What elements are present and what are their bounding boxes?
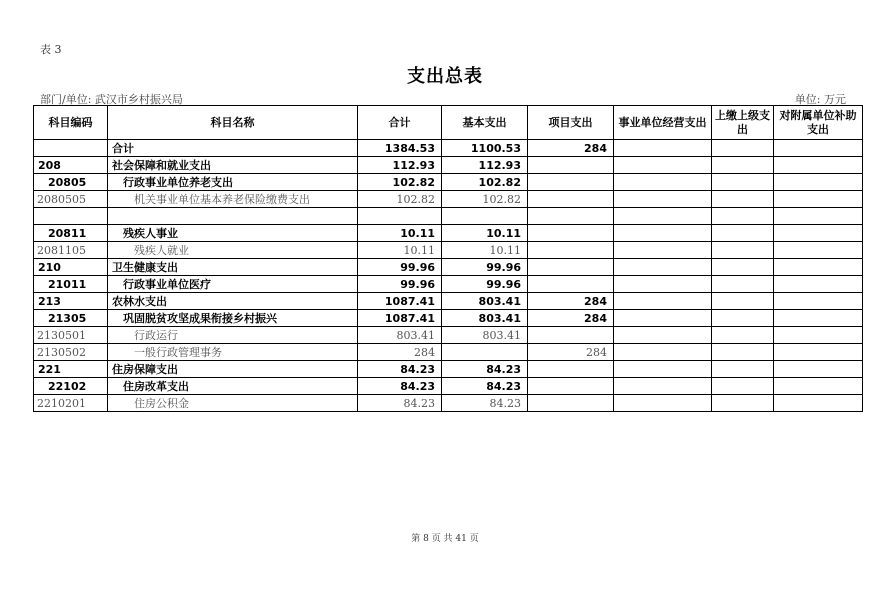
cell-code: 2130502 (34, 344, 108, 361)
cell-upper (712, 225, 774, 242)
cell-operating (614, 242, 712, 259)
cell-upper (712, 208, 774, 225)
cell-name: 行政事业单位医疗 (108, 276, 358, 293)
cell-upper (712, 310, 774, 327)
cell-upper (712, 276, 774, 293)
cell-name (108, 208, 358, 225)
cell-operating (614, 191, 712, 208)
cell-code: 221 (34, 361, 108, 378)
cell-code: 208 (34, 157, 108, 174)
column-header-operating: 事业单位经营支出 (614, 106, 712, 140)
unit-label: 单位: 万元 (794, 93, 846, 106)
cell-total (358, 208, 442, 225)
cell-code: 20805 (34, 174, 108, 191)
table-row (34, 140, 863, 157)
cell-operating (614, 344, 712, 361)
cell-subsidy (774, 293, 863, 310)
table-number-label: 表 3 (40, 43, 62, 56)
cell-subsidy (774, 208, 863, 225)
cell-code: 22102 (34, 378, 108, 395)
cell-basic: 1100.53 (442, 140, 528, 157)
cell-project (528, 395, 614, 412)
cell-upper (712, 378, 774, 395)
cell-name: 行政事业单位养老支出 (108, 174, 358, 191)
cell-code: 213 (34, 293, 108, 310)
cell-code: 2080505 (34, 191, 108, 208)
column-header-total: 合计 (358, 106, 442, 140)
cell-name: 巩固脱贫攻坚成果衔接乡村振兴 (108, 310, 358, 327)
cell-upper (712, 140, 774, 157)
cell-code: 21305 (34, 310, 108, 327)
cell-name: 残疾人事业 (108, 225, 358, 242)
cell-total: 803.41 (358, 327, 442, 344)
cell-basic (442, 344, 528, 361)
cell-name: 住房改革支出 (108, 378, 358, 395)
cell-operating (614, 327, 712, 344)
cell-code (34, 208, 108, 225)
table-row (34, 174, 863, 191)
cell-basic (442, 208, 528, 225)
cell-operating (614, 378, 712, 395)
cell-name: 卫生健康支出 (108, 259, 358, 276)
cell-basic: 84.23 (442, 395, 528, 412)
table-row (34, 378, 863, 395)
expenditure-summary-table (33, 105, 863, 412)
cell-name: 社会保障和就业支出 (108, 157, 358, 174)
cell-total: 10.11 (358, 225, 442, 242)
cell-project (528, 174, 614, 191)
cell-upper (712, 395, 774, 412)
cell-project (528, 276, 614, 293)
cell-subsidy (774, 259, 863, 276)
column-header-subsidy: 对附属单位补助支出 (774, 106, 863, 140)
column-header-code: 科目编码 (34, 106, 108, 140)
cell-basic: 803.41 (442, 293, 528, 310)
cell-upper (712, 293, 774, 310)
cell-basic: 84.23 (442, 361, 528, 378)
cell-project (528, 225, 614, 242)
cell-operating (614, 361, 712, 378)
column-header-project: 项目支出 (528, 106, 614, 140)
cell-basic: 10.11 (442, 225, 528, 242)
cell-total: 84.23 (358, 361, 442, 378)
cell-basic: 10.11 (442, 242, 528, 259)
cell-project (528, 242, 614, 259)
column-header-upper: 上缴上级支出 (712, 106, 774, 140)
cell-project: 284 (528, 140, 614, 157)
cell-basic: 84.23 (442, 378, 528, 395)
cell-subsidy (774, 310, 863, 327)
table-row (34, 361, 863, 378)
cell-project (528, 259, 614, 276)
column-header-name: 科目名称 (108, 106, 358, 140)
cell-basic: 102.82 (442, 191, 528, 208)
cell-upper (712, 191, 774, 208)
cell-name: 残疾人就业 (108, 242, 358, 259)
cell-upper (712, 327, 774, 344)
cell-upper (712, 344, 774, 361)
cell-total: 10.11 (358, 242, 442, 259)
table-row (34, 395, 863, 412)
cell-total: 102.82 (358, 174, 442, 191)
cell-operating (614, 140, 712, 157)
cell-operating (614, 157, 712, 174)
cell-name: 合计 (108, 140, 358, 157)
cell-code: 210 (34, 259, 108, 276)
cell-operating (614, 395, 712, 412)
cell-total: 102.82 (358, 191, 442, 208)
cell-total: 284 (358, 344, 442, 361)
cell-code: 20811 (34, 225, 108, 242)
cell-operating (614, 293, 712, 310)
cell-subsidy (774, 361, 863, 378)
table-row (34, 208, 863, 225)
cell-name: 住房公积金 (108, 395, 358, 412)
cell-total: 112.93 (358, 157, 442, 174)
table-row (34, 327, 863, 344)
cell-subsidy (774, 225, 863, 242)
cell-project: 284 (528, 344, 614, 361)
cell-subsidy (774, 276, 863, 293)
cell-subsidy (774, 395, 863, 412)
table-row (34, 276, 863, 293)
cell-project (528, 191, 614, 208)
cell-name: 住房保障支出 (108, 361, 358, 378)
cell-code: 2210201 (34, 395, 108, 412)
cell-code: 2081105 (34, 242, 108, 259)
cell-name: 行政运行 (108, 327, 358, 344)
cell-total: 99.96 (358, 259, 442, 276)
cell-subsidy (774, 191, 863, 208)
cell-project: 284 (528, 293, 614, 310)
cell-upper (712, 242, 774, 259)
table-row (34, 310, 863, 327)
table-header-row (34, 106, 863, 140)
cell-subsidy (774, 174, 863, 191)
table-row (34, 293, 863, 310)
cell-project (528, 378, 614, 395)
cell-basic: 99.96 (442, 276, 528, 293)
page-number: 第 8 页 共 41 页 (411, 534, 479, 544)
cell-upper (712, 361, 774, 378)
page-title: 支出总表 (407, 66, 483, 87)
cell-operating (614, 174, 712, 191)
cell-code: 2130501 (34, 327, 108, 344)
cell-name: 一般行政管理事务 (108, 344, 358, 361)
cell-subsidy (774, 140, 863, 157)
table-row (34, 344, 863, 361)
column-header-basic: 基本支出 (442, 106, 528, 140)
cell-subsidy (774, 157, 863, 174)
table-row (34, 191, 863, 208)
cell-basic: 803.41 (442, 310, 528, 327)
cell-project (528, 361, 614, 378)
table-row (34, 157, 863, 174)
cell-upper (712, 259, 774, 276)
cell-upper (712, 157, 774, 174)
cell-project (528, 208, 614, 225)
cell-basic: 99.96 (442, 259, 528, 276)
cell-subsidy (774, 242, 863, 259)
table-row (34, 225, 863, 242)
cell-total: 84.23 (358, 378, 442, 395)
table-row (34, 259, 863, 276)
cell-code: 21011 (34, 276, 108, 293)
table-body (34, 140, 863, 412)
cell-operating (614, 259, 712, 276)
cell-upper (712, 174, 774, 191)
table-row (34, 242, 863, 259)
cell-code (34, 140, 108, 157)
cell-operating (614, 208, 712, 225)
cell-project: 284 (528, 310, 614, 327)
cell-subsidy (774, 344, 863, 361)
cell-name: 农林水支出 (108, 293, 358, 310)
cell-subsidy (774, 378, 863, 395)
cell-total: 84.23 (358, 395, 442, 412)
cell-operating (614, 225, 712, 242)
cell-basic: 112.93 (442, 157, 528, 174)
cell-total: 1087.41 (358, 310, 442, 327)
cell-name: 机关事业单位基本养老保险缴费支出 (108, 191, 358, 208)
cell-basic: 803.41 (442, 327, 528, 344)
cell-basic: 102.82 (442, 174, 528, 191)
cell-operating (614, 276, 712, 293)
cell-total: 1087.41 (358, 293, 442, 310)
cell-operating (614, 310, 712, 327)
cell-subsidy (774, 327, 863, 344)
cell-project (528, 327, 614, 344)
cell-total: 99.96 (358, 276, 442, 293)
cell-project (528, 157, 614, 174)
department-label: 部门/单位: 武汉市乡村振兴局 (40, 93, 183, 106)
cell-total: 1384.53 (358, 140, 442, 157)
